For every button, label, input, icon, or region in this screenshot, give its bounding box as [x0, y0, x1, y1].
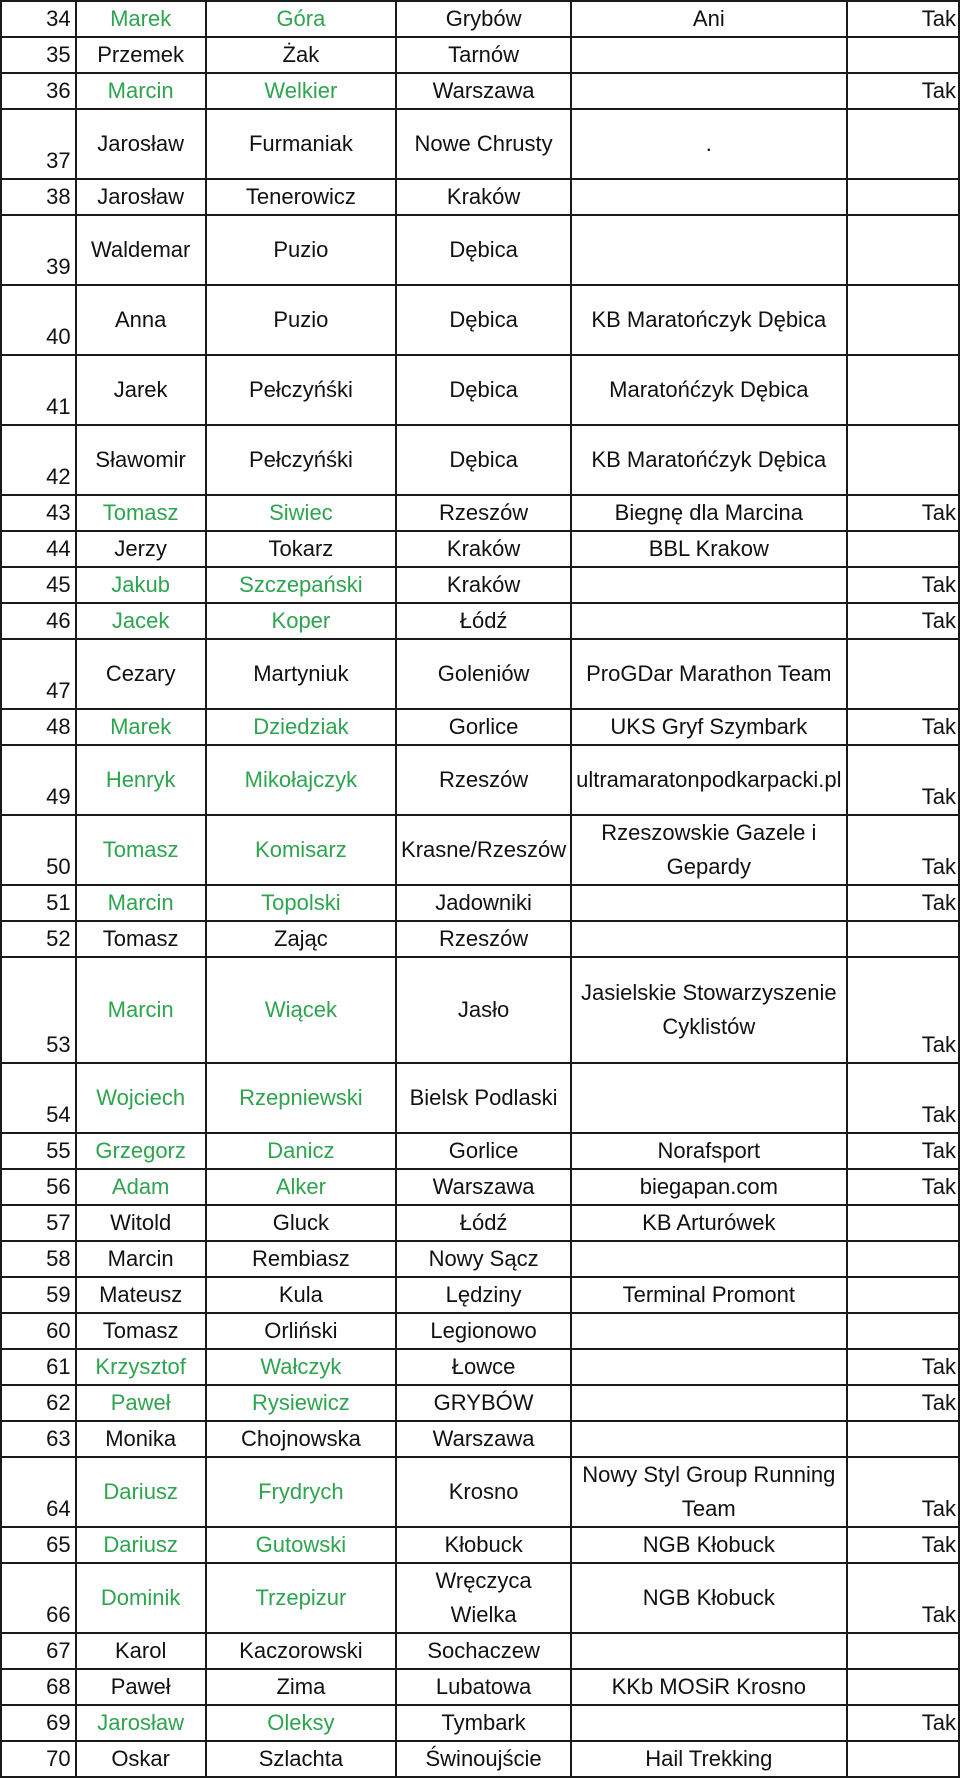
city-cell: Kraków [396, 567, 571, 603]
table-row [1, 1063, 959, 1133]
club-cell [571, 921, 846, 957]
city-cell: Kłobuck [396, 1527, 571, 1563]
confirmation-cell: Tak [847, 1563, 960, 1633]
city-cell: Jasło [396, 957, 571, 1063]
row-number: 46 [1, 603, 76, 639]
first-name-cell: Jarek [76, 355, 206, 425]
table-row [1, 567, 959, 603]
last-name-cell: Dziedziak [206, 709, 396, 745]
city-cell: Rzeszów [396, 745, 571, 815]
table-row [1, 109, 959, 179]
first-name-cell: Henryk [76, 745, 206, 815]
first-name-cell: Marcin [76, 73, 206, 109]
confirmation-cell: Tak [847, 1169, 960, 1205]
row-number: 51 [1, 885, 76, 921]
last-name-cell: Frydrych [206, 1457, 396, 1527]
last-name-cell: Rembiasz [206, 1241, 396, 1277]
city-cell: Legionowo [396, 1313, 571, 1349]
row-number: 58 [1, 1241, 76, 1277]
city-cell: Kraków [396, 531, 571, 567]
last-name-cell: Szczepański [206, 567, 396, 603]
row-number: 55 [1, 1133, 76, 1169]
confirmation-cell: Tak [847, 885, 960, 921]
first-name-cell: Marcin [76, 1241, 206, 1277]
club-cell: Norafsport [571, 1133, 846, 1169]
club-cell: KB Maratończyk Dębica [571, 285, 846, 355]
confirmation-cell [847, 1313, 960, 1349]
row-number: 62 [1, 1385, 76, 1421]
city-cell: Rzeszów [396, 495, 571, 531]
last-name-cell: Zima [206, 1669, 396, 1705]
table-row [1, 639, 959, 709]
table-row [1, 1385, 959, 1421]
first-name-cell: Jerzy [76, 531, 206, 567]
table-row [1, 215, 959, 285]
table-row [1, 37, 959, 73]
confirmation-cell [847, 355, 960, 425]
club-cell: KB Arturówek [571, 1205, 846, 1241]
first-name-cell: Monika [76, 1421, 206, 1457]
city-cell: Dębica [396, 355, 571, 425]
table-row [1, 179, 959, 215]
table-row [1, 531, 959, 567]
last-name-cell: Orliński [206, 1313, 396, 1349]
last-name-cell: Siwiec [206, 495, 396, 531]
confirmation-cell: Tak [847, 1063, 960, 1133]
first-name-cell: Krzysztof [76, 1349, 206, 1385]
table-row [1, 1133, 959, 1169]
last-name-cell: Gluck [206, 1205, 396, 1241]
club-cell: Ani [571, 1, 846, 37]
row-number: 52 [1, 921, 76, 957]
club-cell: Maratońćzyk Dębica [571, 355, 846, 425]
first-name-cell: Sławomir [76, 425, 206, 495]
city-cell: GRYBÓW [396, 1385, 571, 1421]
city-cell: Jadowniki [396, 885, 571, 921]
row-number: 69 [1, 1705, 76, 1741]
confirmation-cell [847, 531, 960, 567]
confirmation-cell: Tak [847, 1457, 960, 1527]
city-cell: Gorlice [396, 1133, 571, 1169]
club-cell: Rzeszowskie Gazele i Gepardy [571, 815, 846, 885]
club-cell: UKS Gryf Szymbark [571, 709, 846, 745]
last-name-cell: Tokarz [206, 531, 396, 567]
first-name-cell: Witold [76, 1205, 206, 1241]
last-name-cell: Trzepizur [206, 1563, 396, 1633]
table-row [1, 1277, 959, 1313]
club-cell [571, 603, 846, 639]
club-cell [571, 1421, 846, 1457]
confirmation-cell [847, 215, 960, 285]
last-name-cell: Tenerowicz [206, 179, 396, 215]
club-cell [571, 1241, 846, 1277]
first-name-cell: Dominik [76, 1563, 206, 1633]
last-name-cell: Wiącek [206, 957, 396, 1063]
table-row [1, 285, 959, 355]
table-row [1, 745, 959, 815]
row-number: 48 [1, 709, 76, 745]
club-cell [571, 1063, 846, 1133]
row-number: 53 [1, 957, 76, 1063]
confirmation-cell [847, 37, 960, 73]
first-name-cell: Paweł [76, 1669, 206, 1705]
table-row [1, 73, 959, 109]
last-name-cell: Danicz [206, 1133, 396, 1169]
first-name-cell: Jarosław [76, 1705, 206, 1741]
club-cell [571, 1313, 846, 1349]
city-cell: Krosno [396, 1457, 571, 1527]
city-cell: Łódź [396, 603, 571, 639]
row-number: 59 [1, 1277, 76, 1313]
row-number: 34 [1, 1, 76, 37]
club-cell [571, 1633, 846, 1669]
row-number: 61 [1, 1349, 76, 1385]
confirmation-cell [847, 1277, 960, 1313]
city-cell: Tymbark [396, 1705, 571, 1741]
confirmation-cell: Tak [847, 1705, 960, 1741]
row-number: 42 [1, 425, 76, 495]
last-name-cell: Żak [206, 37, 396, 73]
last-name-cell: Komisarz [206, 815, 396, 885]
confirmation-cell: Tak [847, 1349, 960, 1385]
club-cell: Hail Trekking [571, 1741, 846, 1777]
row-number: 54 [1, 1063, 76, 1133]
last-name-cell: Mikołajczyk [206, 745, 396, 815]
row-number: 57 [1, 1205, 76, 1241]
last-name-cell: Zając [206, 921, 396, 957]
row-number: 63 [1, 1421, 76, 1457]
city-cell: Nowe Chrusty [396, 109, 571, 179]
first-name-cell: Jacek [76, 603, 206, 639]
city-cell: Gorlice [396, 709, 571, 745]
first-name-cell: Tomasz [76, 1313, 206, 1349]
row-number: 43 [1, 495, 76, 531]
confirmation-cell: Tak [847, 957, 960, 1063]
last-name-cell: Pełczyńśki [206, 355, 396, 425]
first-name-cell: Dariusz [76, 1527, 206, 1563]
row-number: 39 [1, 215, 76, 285]
city-cell: Wręczyca Wielka [396, 1563, 571, 1633]
confirmation-cell: Tak [847, 1, 960, 37]
first-name-cell: Wojciech [76, 1063, 206, 1133]
first-name-cell: Jarosław [76, 109, 206, 179]
table-row [1, 885, 959, 921]
confirmation-cell [847, 1421, 960, 1457]
city-cell: Rzeszów [396, 921, 571, 957]
confirmation-cell [847, 109, 960, 179]
table-row [1, 1, 959, 37]
last-name-cell: Kaczorowski [206, 1633, 396, 1669]
table-row [1, 1313, 959, 1349]
row-number: 36 [1, 73, 76, 109]
city-cell: Grybów [396, 1, 571, 37]
last-name-cell: Oleksy [206, 1705, 396, 1741]
first-name-cell: Tomasz [76, 495, 206, 531]
row-number: 49 [1, 745, 76, 815]
club-cell: BBL Krakow [571, 531, 846, 567]
club-cell [571, 1705, 846, 1741]
first-name-cell: Paweł [76, 1385, 206, 1421]
confirmation-cell [847, 1669, 960, 1705]
last-name-cell: Chojnowska [206, 1421, 396, 1457]
row-number: 68 [1, 1669, 76, 1705]
row-number: 37 [1, 109, 76, 179]
confirmation-cell [847, 1205, 960, 1241]
table-row [1, 355, 959, 425]
row-number: 44 [1, 531, 76, 567]
first-name-cell: Oskar [76, 1741, 206, 1777]
row-number: 38 [1, 179, 76, 215]
city-cell: Sochaczew [396, 1633, 571, 1669]
table-row [1, 495, 959, 531]
first-name-cell: Tomasz [76, 815, 206, 885]
last-name-cell: Welkier [206, 73, 396, 109]
confirmation-cell: Tak [847, 1385, 960, 1421]
first-name-cell: Przemek [76, 37, 206, 73]
club-cell [571, 215, 846, 285]
club-cell: Terminal Promont [571, 1277, 846, 1313]
first-name-cell: Anna [76, 285, 206, 355]
confirmation-cell [847, 1741, 960, 1777]
city-cell: Kraków [396, 179, 571, 215]
row-number: 56 [1, 1169, 76, 1205]
city-cell: Warszawa [396, 1421, 571, 1457]
table-row [1, 1705, 959, 1741]
last-name-cell: Wałczyk [206, 1349, 396, 1385]
city-cell: Nowy Sącz [396, 1241, 571, 1277]
confirmation-cell: Tak [847, 1133, 960, 1169]
confirmation-cell: Tak [847, 495, 960, 531]
club-cell [571, 1385, 846, 1421]
confirmation-cell [847, 1241, 960, 1277]
city-cell: Warszawa [396, 73, 571, 109]
participants-table-body [1, 1, 959, 1777]
row-number: 60 [1, 1313, 76, 1349]
table-row [1, 1349, 959, 1385]
first-name-cell: Jakub [76, 567, 206, 603]
city-cell: Bielsk Podlaski [396, 1063, 571, 1133]
city-cell: Lubatowa [396, 1669, 571, 1705]
club-cell [571, 885, 846, 921]
last-name-cell: Rysiewicz [206, 1385, 396, 1421]
confirmation-cell: Tak [847, 745, 960, 815]
last-name-cell: Alker [206, 1169, 396, 1205]
last-name-cell: Puzio [206, 285, 396, 355]
city-cell: Warszawa [396, 1169, 571, 1205]
club-cell [571, 1349, 846, 1385]
confirmation-cell [847, 1633, 960, 1669]
first-name-cell: Jarosław [76, 179, 206, 215]
row-number: 70 [1, 1741, 76, 1777]
first-name-cell: Karol [76, 1633, 206, 1669]
table-row [1, 603, 959, 639]
city-cell: Goleniów [396, 639, 571, 709]
club-cell: NGB Kłobuck [571, 1563, 846, 1633]
last-name-cell: Rzepniewski [206, 1063, 396, 1133]
confirmation-cell: Tak [847, 815, 960, 885]
row-number: 45 [1, 567, 76, 603]
first-name-cell: Tomasz [76, 921, 206, 957]
club-cell: Biegnę dla Marcina [571, 495, 846, 531]
club-cell [571, 37, 846, 73]
first-name-cell: Mateusz [76, 1277, 206, 1313]
row-number: 64 [1, 1457, 76, 1527]
table-row [1, 1241, 959, 1277]
last-name-cell: Koper [206, 603, 396, 639]
confirmation-cell [847, 921, 960, 957]
last-name-cell: Gutowski [206, 1527, 396, 1563]
city-cell: Dębica [396, 285, 571, 355]
club-cell: ultramaratonpodkarpacki.pl [571, 745, 846, 815]
table-row [1, 957, 959, 1063]
last-name-cell: Puzio [206, 215, 396, 285]
row-number: 47 [1, 639, 76, 709]
row-number: 40 [1, 285, 76, 355]
table-row [1, 1741, 959, 1777]
table-row [1, 425, 959, 495]
first-name-cell: Waldemar [76, 215, 206, 285]
city-cell: Świnoujście [396, 1741, 571, 1777]
first-name-cell: Adam [76, 1169, 206, 1205]
last-name-cell: Góra [206, 1, 396, 37]
city-cell: Tarnów [396, 37, 571, 73]
confirmation-cell [847, 285, 960, 355]
table-row [1, 1669, 959, 1705]
club-cell: . [571, 109, 846, 179]
table-row [1, 1563, 959, 1633]
confirmation-cell: Tak [847, 709, 960, 745]
last-name-cell: Pełczyńśki [206, 425, 396, 495]
row-number: 67 [1, 1633, 76, 1669]
row-number: 50 [1, 815, 76, 885]
club-cell: Nowy Styl Group Running Team [571, 1457, 846, 1527]
club-cell: Jasielskie Stowarzyszenie Cyklistów [571, 957, 846, 1063]
city-cell: Dębica [396, 215, 571, 285]
table-row [1, 815, 959, 885]
table-row [1, 1457, 959, 1527]
last-name-cell: Topolski [206, 885, 396, 921]
confirmation-cell: Tak [847, 567, 960, 603]
table-row [1, 1421, 959, 1457]
city-cell: Łódź [396, 1205, 571, 1241]
row-number: 65 [1, 1527, 76, 1563]
club-cell: ProGDar Marathon Team [571, 639, 846, 709]
club-cell [571, 567, 846, 603]
club-cell: biegapan.com [571, 1169, 846, 1205]
confirmation-cell: Tak [847, 603, 960, 639]
city-cell: Łowce [396, 1349, 571, 1385]
first-name-cell: Dariusz [76, 1457, 206, 1527]
first-name-cell: Marcin [76, 957, 206, 1063]
confirmation-cell [847, 425, 960, 495]
last-name-cell: Furmaniak [206, 109, 396, 179]
city-cell: Krasne/Rzeszów [396, 815, 571, 885]
club-cell: KKb MOSiR Krosno [571, 1669, 846, 1705]
confirmation-cell [847, 179, 960, 215]
table-row [1, 1633, 959, 1669]
city-cell: Lędziny [396, 1277, 571, 1313]
first-name-cell: Grzegorz [76, 1133, 206, 1169]
club-cell: NGB Kłobuck [571, 1527, 846, 1563]
first-name-cell: Marcin [76, 885, 206, 921]
first-name-cell: Marek [76, 1, 206, 37]
row-number: 35 [1, 37, 76, 73]
first-name-cell: Marek [76, 709, 206, 745]
first-name-cell: Cezary [76, 639, 206, 709]
club-cell [571, 179, 846, 215]
city-cell: Dębica [396, 425, 571, 495]
table-row [1, 1169, 959, 1205]
last-name-cell: Kula [206, 1277, 396, 1313]
club-cell [571, 73, 846, 109]
last-name-cell: Martyniuk [206, 639, 396, 709]
club-cell: KB Maratońćzyk Dębica [571, 425, 846, 495]
confirmation-cell: Tak [847, 1527, 960, 1563]
confirmation-cell [847, 639, 960, 709]
row-number: 41 [1, 355, 76, 425]
last-name-cell: Szlachta [206, 1741, 396, 1777]
table-row [1, 921, 959, 957]
table-row [1, 1527, 959, 1563]
confirmation-cell: Tak [847, 73, 960, 109]
table-row [1, 709, 959, 745]
row-number: 66 [1, 1563, 76, 1633]
table-row [1, 1205, 959, 1241]
